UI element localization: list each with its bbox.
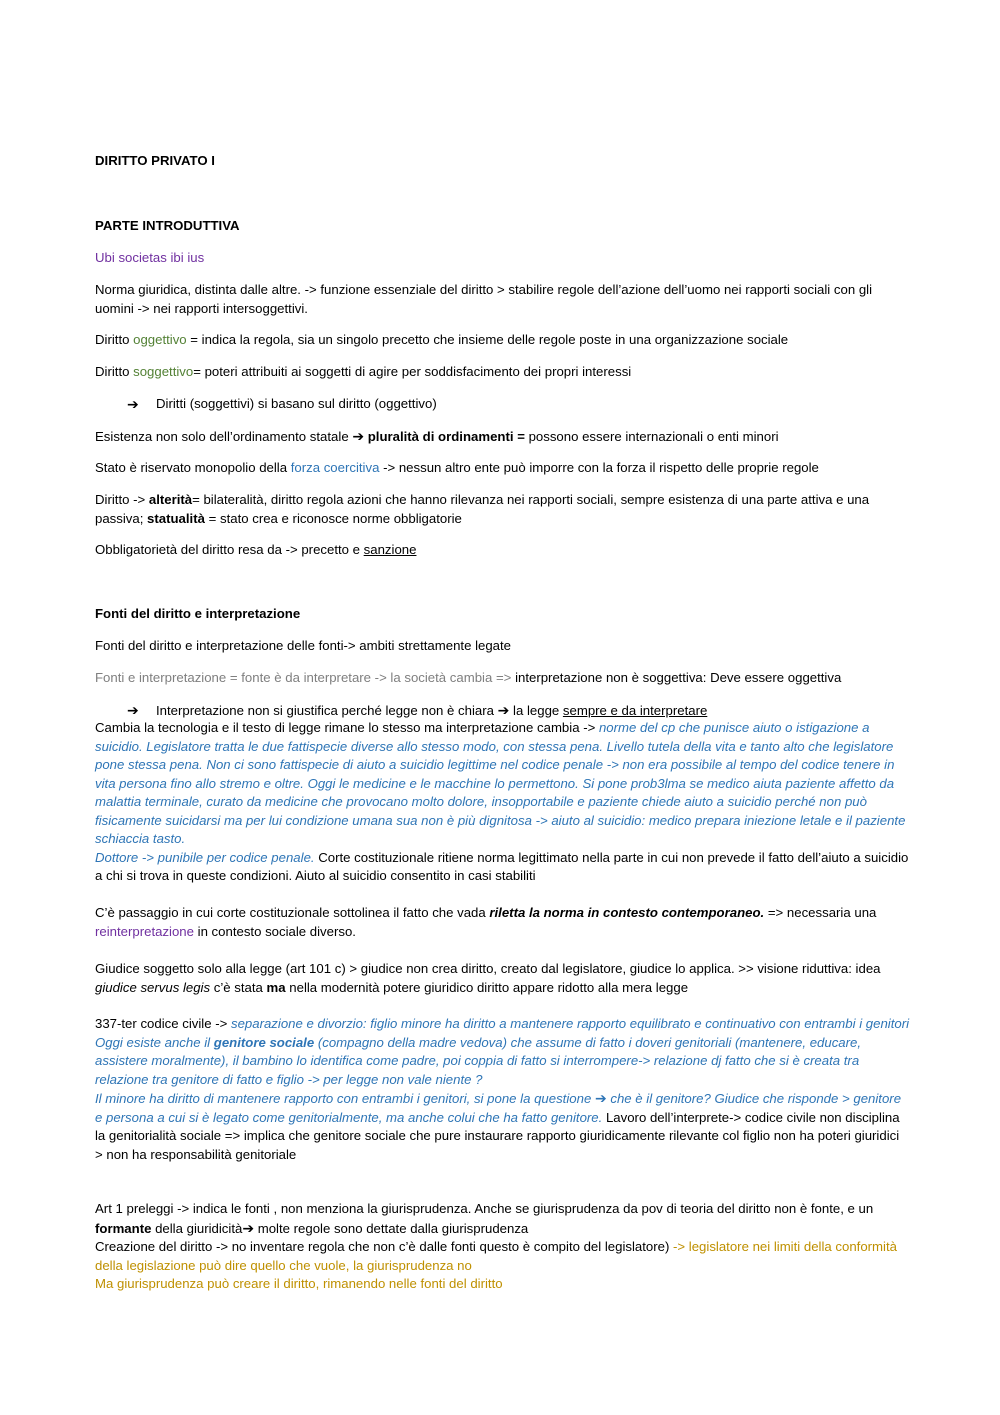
paragraph-fonti-interpretazione: Fonti e interpretazione = fonte è da interpretare -> la società cambia => interpretazione non è soggettiva: Deve essere oggettiva <box>95 670 842 685</box>
paragraph-diritto-soggettivo: Diritto soggettivo= poteri attribuiti ai soggetti di agire per soddisfacimento dei propri interessi <box>95 364 632 379</box>
paragraph-norma: Norma giuridica, distinta dalle altre. -> funzione essenziale del diritto > stabilire regole dell’azione dell’uomo nei rapporti sociali con gli uomini -> nei rapporti intersoggettivi. <box>95 282 873 316</box>
paragraph-tecnologia: Cambia la tecnologia e il testo di legge rimane lo stesso ma interpretazione cambia -> norme del cp che punisce aiuto o istigazione a suicidio. Legislatore tratta le due fattispecie diverse allo stesso modo, con stessa pena. Livello tutela della vita e tanto alto che legislatore pone stessa pena. Non ci sono fattispecie di aiuto a suicidio legittime nel codice penale -> non era possibile al tempo del codice tenere in vita persona fino allo stremo e oltre. Oggi le medicine e le macchine lo permettono. Si pone prob3lma se medico aiuta paziente affetto da malattia terminale, curato da medicine che provocano molto dolore, insopportabile e paziente chiede aiuto a suicidio perché non può fisicamente suicidarsi ma per lui condizione umana sua non è più dignitosa -> aiuto al suicidio: medico prepara iniezione letale e il paziente schiaccia tasto. Dottore -> punibile per codice penale. Corte costituzionale ritiene norma legittimato nella parte in cui non prevede il fatto dell’aiuto a suicidio a chi si trova in queste condizioni. Aiuto al suicidio consentito in casi stabiliti <box>95 720 909 883</box>
paragraph-alterita: Diritto -> alterità= bilateralità, diritto regola azioni che hanno rilevanza nei rapporti sociali, sempre esistenza di una parte attiva e una passiva; statualità = stato crea e riconosce norme obbligatorie <box>95 492 870 526</box>
arrow-icon: ➔ <box>497 702 510 718</box>
paragraph-stato: Stato è riservato monopolio della forza coercitiva -> nessun altro ente può imporre con la forza il rispetto delle proprie regole <box>95 460 819 475</box>
arrow-icon: ➔ <box>352 428 365 444</box>
paragraph-obbligatorieta: Obbligatorietà del diritto resa da -> precetto e sanzione <box>95 542 417 557</box>
paragraph-art1-preleggi: Art 1 preleggi -> indica le fonti , non menziona la giurisprudenza. Anche se giurisprudenza da pov di teoria del diritto non è fonte, e un formante della giuridicità➔ molte regole sono dettate dalla giurisprudenza Creazione del diritto -> no inventare regola che non c’è dalle fonti questo è compito del legislatore) -> legislatore nei limiti della conformità della legislazione può dire quello che vuole, la giurisprudenza no Ma giurisprudenza può creare il diritto, rimanendo nelle fonti del diritto <box>95 1201 897 1291</box>
doc-title: DIRITTO PRIVATO I <box>95 153 215 168</box>
paragraph-fonti: Fonti del diritto e interpretazione delle fonti-> ambiti strettamente legate <box>95 638 511 653</box>
paragraph-giudice: Giudice soggetto solo alla legge (art 101 c) > giudice non crea diritto, creato dal legislatore, giudice lo applica. >> visione riduttiva: idea giudice servus legis c’è stata ma nella modernità potere giuridico diritto appare ridotto alla mera legge <box>95 961 881 995</box>
paragraph-esistenza: Esistenza non solo dell’ordinamento statale ➔ pluralità di ordinamenti = possono essere internazionali o enti minori <box>95 428 779 444</box>
arrow-icon: ➔ <box>242 1219 255 1236</box>
paragraph-diritto-oggettivo: Diritto oggettivo = indica la regola, sia un singolo precetto che insieme delle regole poste in una organizzazione sociale <box>95 332 789 347</box>
arrow-icon: ➔ <box>127 702 139 718</box>
arrow-icon: ➔ <box>594 1090 607 1106</box>
section-heading-intro: PARTE INTRODUTTIVA <box>95 218 240 233</box>
section-heading-fonti: Fonti del diritto e interpretazione <box>95 606 301 621</box>
paragraph-passaggio: C’è passaggio in cui corte costituzionale sottolinea il fatto che vada riletta la norma in contesto contemporaneo. => necessaria una reinterpretazione in contesto sociale diverso. <box>95 905 877 939</box>
paragraph-337-ter: 337-ter codice civile -> separazione e divorzio: figlio minore ha diritto a mantenere rapporto equilibrato e continuativo con entrambi i genitori Oggi esiste anche il genitore sociale (compagno della madre vedova) che assume di fatto i doveri genitoriali (mantenere, educare, assistere moralmente), il bambino lo identifica come padre, poi coppia di fatto si interrompere-> relazione dj fatto che si è creata tra relazione tra genitore di fatto e figlio -> per legge non vale niente ? Il minore ha diritto di mantenere rapporto con entrambi i genitori, si pone la questione ➔ che è il genitore? Giudice che risponde > genitore e persona a cui si è legato come genitorialmente, ma anche colui che ha fatto genitore. Lavoro dell’interprete-> codice civile non disciplina la genitorialità sociale => implica che genitore sociale che pure instaurare rapporto giuridicamente rilevante col figlio non ha poteri giuridici > non ha responsabilità genitoriale <box>95 1016 910 1162</box>
arrow-icon: ➔ <box>127 396 139 412</box>
motto: Ubi societas ibi ius <box>95 250 205 265</box>
